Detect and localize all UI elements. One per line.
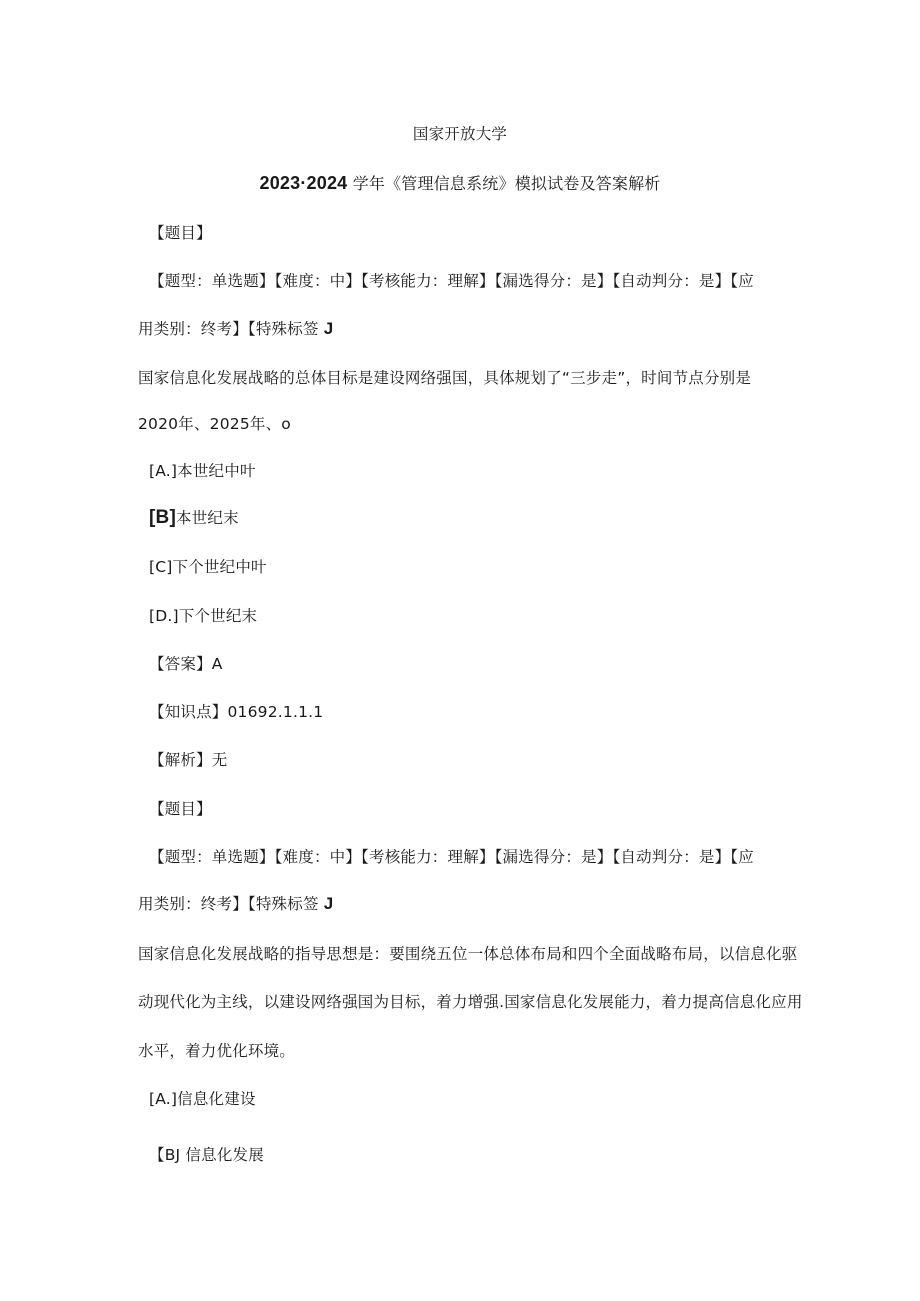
q2-meta-line2-bracket: J [323, 894, 334, 913]
q1-option-a: [A.]本世纪中叶 [149, 462, 256, 480]
q1-meta-line2-bracket: J [323, 319, 334, 338]
title-year-range: 2023·2024 [259, 173, 348, 193]
q1-option-d: [D.]下个世纪末 [149, 607, 258, 625]
q1-option-b [149, 508, 239, 528]
q1-analysis: 【解析】无 [149, 751, 228, 769]
q1-answer: 【答案】A [149, 655, 223, 673]
q1-option-b-text: 本世纪末 [175, 509, 239, 527]
q2-option-b: 【BJ 信息化发展 [149, 1146, 264, 1164]
q2-meta-line1: 【题型：单选题】【难度：中】【考核能力：理解】【漏选得分：是】【自动判分：是】【应 [149, 848, 754, 866]
q2-stem-line1: 国家信息化发展战略的指导思想是：要围绕五位一体总体布局和四个全面战略布局，以信息化驱 [138, 945, 798, 963]
q1-meta-line2-text: 用类别：终考】【特殊标签 [138, 320, 319, 338]
q2-stem-line2: 动现代化为主线，以建设网络强国为目标，着力增强.国家信息化发展能力，着力提高信息化应用 [138, 993, 803, 1011]
q1-option-b-label: [B] [149, 507, 176, 528]
q1-meta-line2 [138, 319, 333, 339]
q2-option-a: [A.]信息化建设 [149, 1090, 256, 1108]
q1-heading: 【题目】 [149, 224, 212, 242]
q2-meta-line2 [138, 894, 333, 914]
q2-heading: 【题目】 [149, 800, 212, 818]
q2-stem-line3: 水平，着力优化环境。 [138, 1042, 296, 1060]
q1-option-c: [C]下个世纪中叶 [149, 558, 267, 576]
q1-stem-line2: 2020年、2025年、o [138, 415, 291, 433]
q1-knowledge-point: 【知识点】01692.1.1.1 [149, 703, 324, 721]
q1-meta-line1: 【题型：单选题】【难度：中】【考核能力：理解】【漏选得分：是】【自动判分：是】【应 [149, 272, 754, 290]
title-text: 学年《管理信息系统》模拟试卷及答案解析 [352, 174, 661, 193]
document-main-title [0, 173, 920, 194]
document-university-title: 国家开放大学 [412, 125, 508, 143]
q1-stem-line1: 国家信息化发展战略的总体目标是建设网络强国，具体规划了“三步走”，时间节点分别是 [138, 369, 752, 387]
q2-meta-line2-text: 用类别：终考】【特殊标签 [138, 895, 319, 913]
